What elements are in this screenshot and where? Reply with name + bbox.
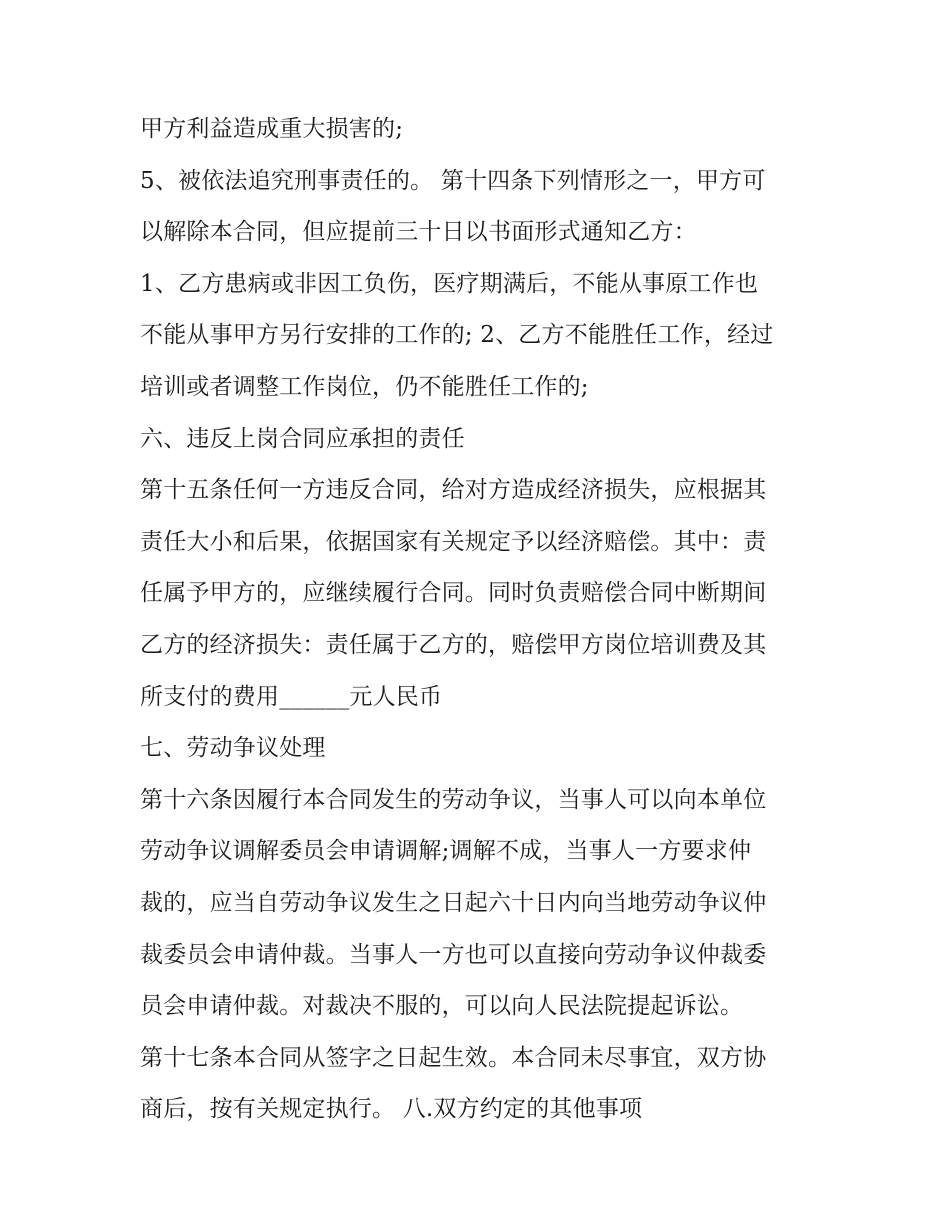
text-line: 1、乙方患病或非因工负伤，医疗期满后，不能从事原工作也	[140, 270, 759, 297]
text-line: 裁的，应当自劳动争议发生之日起六十日内向当地劳动争议仲	[140, 889, 767, 916]
text-line: 商后，按有关规定执行。 八.双方约定的其他事项	[140, 1096, 643, 1123]
text-line: 以解除本合同，但应提前三十日以书面形式通知乙方：	[140, 219, 697, 246]
text-line: 第十七条本合同从签字之日起生效。本合同未尽事宜，双方协	[140, 1044, 767, 1071]
section-heading: 六、违反上岗合同应承担的责任	[140, 425, 465, 452]
text-line: 任属予甲方的，应继续履行合同。同时负责赔偿合同中断期间	[140, 580, 767, 607]
text-line: 劳动争议调解委员会申请调解;调解不成，当事人一方要求仲	[140, 838, 752, 865]
text-line: 第十五条任何一方违反合同，给对方造成经济损失，应根据其	[140, 477, 767, 504]
section-heading: 七、劳动争议处理	[140, 735, 326, 762]
text-line: 不能从事甲方另行安排的工作的; 2、乙方不能胜任工作，经过	[140, 322, 774, 349]
document-body	[140, 104, 820, 1136]
text-line: 乙方的经济损失：责任属于乙方的，赔偿甲方岗位培训费及其	[140, 631, 767, 658]
text-line: 所支付的费用______元人民币	[140, 683, 443, 710]
text-line: 责任大小和后果，依据国家有关规定予以经济赔偿。其中：责	[140, 528, 767, 555]
text-line: 第十六条因履行本合同发生的劳动争议，当事人可以向本单位	[140, 786, 767, 813]
text-line: 员会申请仲裁。对裁决不服的，可以向人民法院提起诉讼。	[140, 993, 744, 1020]
text-line: 裁委员会申请仲裁。当事人一方也可以直接向劳动争议仲裁委	[140, 941, 767, 968]
text-line: 5、被依法追究刑事责任的。 第十四条下列情形之一，甲方可	[140, 167, 766, 194]
text-line: 甲方利益造成重大损害的;	[140, 116, 404, 142]
text-line: 培训或者调整工作岗位，仍不能胜任工作的;	[140, 373, 589, 400]
